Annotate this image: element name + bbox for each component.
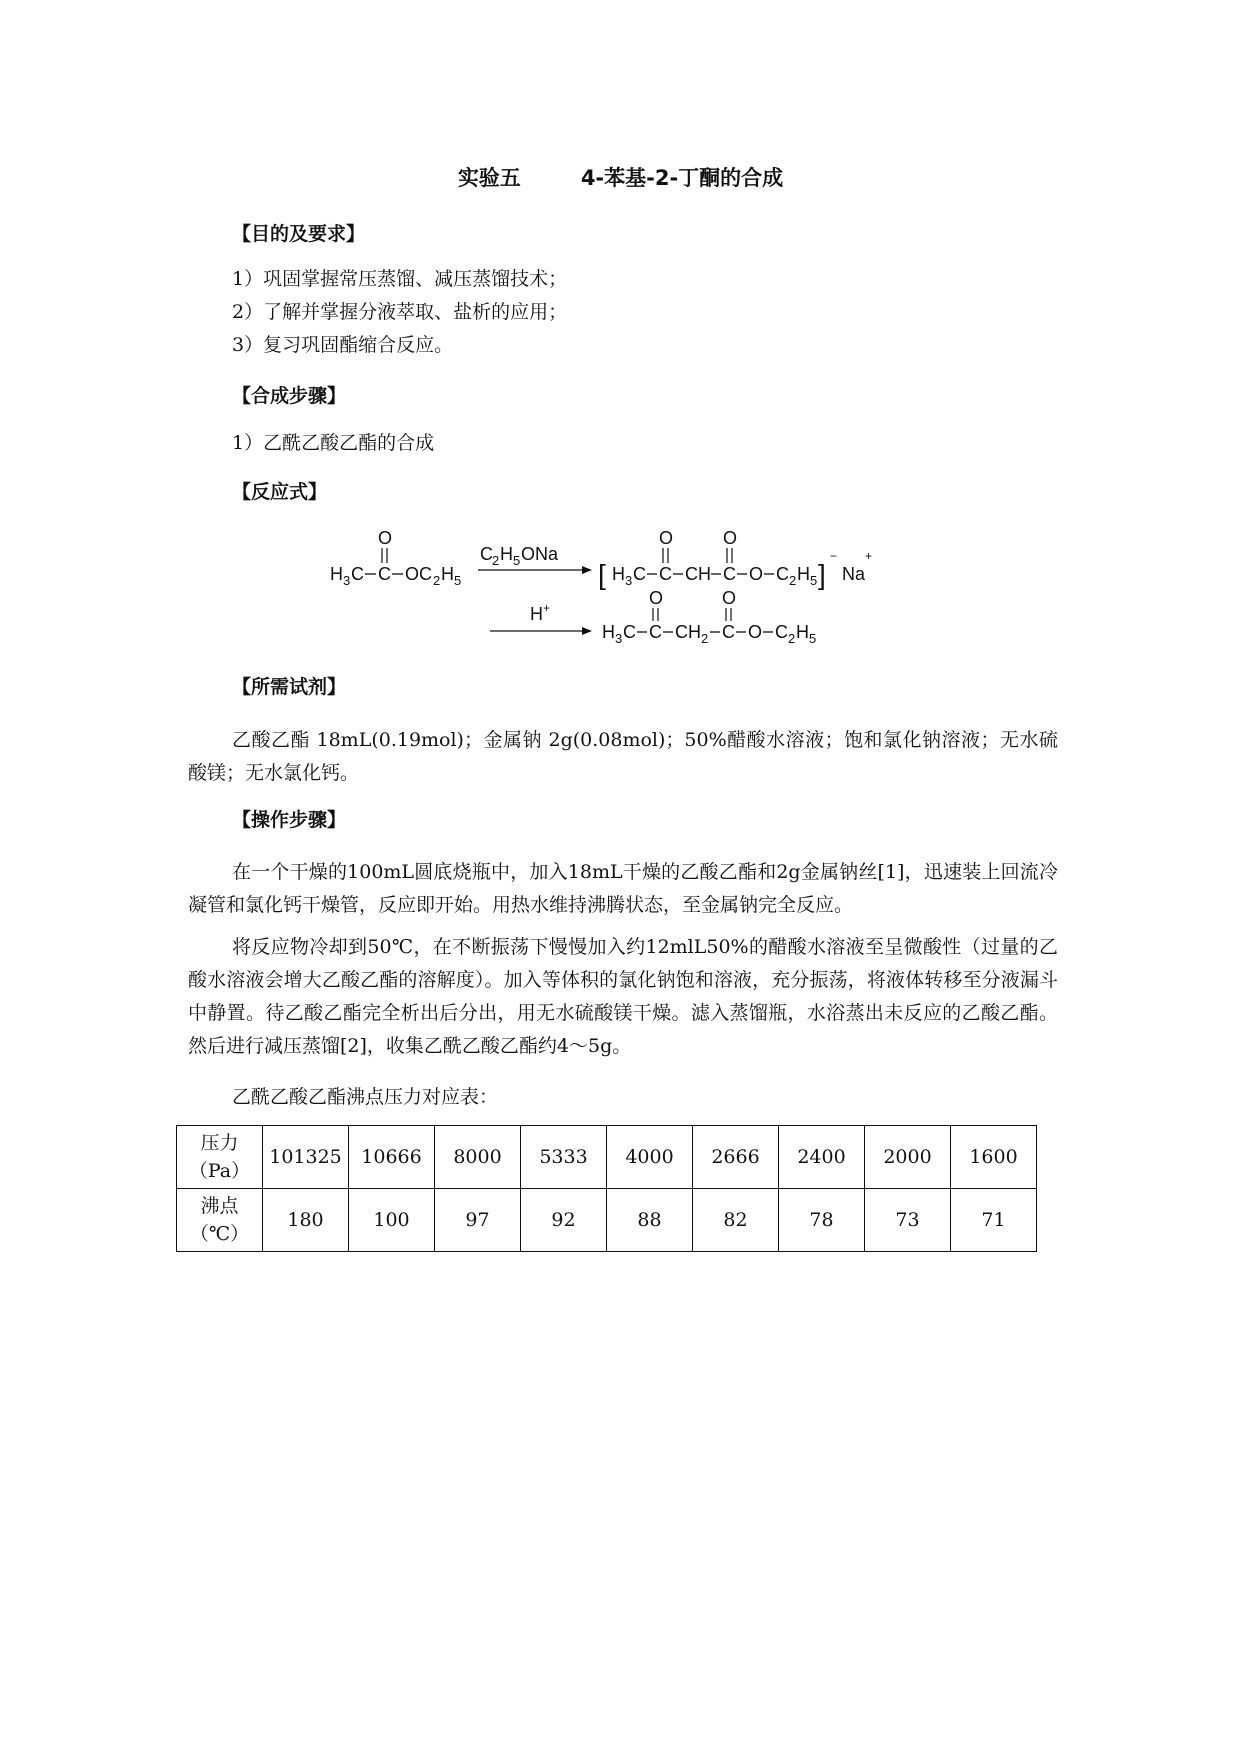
svg-text:O: O <box>748 622 763 642</box>
svg-text:H: H <box>330 564 343 584</box>
pressure-cell: 4000 <box>607 1126 693 1189</box>
svg-text:3: 3 <box>343 573 351 588</box>
intermediate-enolate <box>598 530 872 590</box>
svg-text:5: 5 <box>513 553 521 568</box>
boiling-point-cell: 97 <box>435 1189 521 1252</box>
section-procedure: 【操作步骤】 <box>232 809 347 831</box>
table-caption: 乙酰乙酸乙酯沸点压力对应表： <box>232 1086 499 1108</box>
svg-text:O: O <box>649 588 664 608</box>
svg-text:5: 5 <box>809 631 817 646</box>
svg-text:C: C <box>623 622 636 642</box>
arrow-sodium-ethoxide <box>478 544 592 574</box>
svg-text:C: C <box>723 564 736 584</box>
procedure-paragraph-1: 在一个干燥的100mL圆底烧瓶中，加入18mL干燥的乙酸乙酯和2g金属钠丝[1]，迅速装上回流冷凝管和氯化钙干燥管，反应即开始。用热水维持沸腾状态，至金属钠完全反应。 <box>188 861 1058 916</box>
boiling-point-cell: 100 <box>349 1189 435 1252</box>
svg-text:C: C <box>633 564 646 584</box>
reagents-text: 乙酸乙酯 18mL(0.19mol)；金属钠 2g(0.08mol)；50%醋酸水溶液；饱和氯化钠溶液；无水硫酸镁；无水氯化钙。 <box>188 729 1058 784</box>
reaction-scheme <box>320 530 920 650</box>
pressure-cell: 101325 <box>263 1126 349 1189</box>
title-topic: 4-苯基-2-丁酮的合成 <box>580 166 784 190</box>
section-reagents: 【所需试剂】 <box>232 676 347 698</box>
section-reaction: 【反应式】 <box>232 481 328 503</box>
section-objectives: 【目的及要求】 <box>232 223 366 245</box>
svg-text:−: − <box>830 549 838 563</box>
svg-text:CH: CH <box>675 622 701 642</box>
svg-text:]: ] <box>818 559 826 590</box>
boiling-point-table <box>176 1125 1037 1252</box>
pressure-label: 压力 （Pa） <box>177 1126 263 1189</box>
svg-text:H: H <box>530 604 543 624</box>
svg-text:5: 5 <box>810 573 818 588</box>
svg-text:O: O <box>723 530 738 548</box>
svg-text:3: 3 <box>625 573 633 588</box>
section-synthesis-steps: 【合成步骤】 <box>232 385 347 407</box>
svg-text:2: 2 <box>789 573 797 588</box>
reactant-ethyl-acetate <box>330 530 461 588</box>
boiling-point-cell: 78 <box>779 1189 865 1252</box>
svg-text:C: C <box>351 564 364 584</box>
boiling-point-cell: 82 <box>693 1189 779 1252</box>
objective-item: 1）巩固掌握常压蒸馏、减压蒸馏技术； <box>232 268 568 290</box>
svg-text:C: C <box>378 564 391 584</box>
svg-text:2: 2 <box>788 631 796 646</box>
arrow-acid <box>490 601 592 635</box>
pressure-cell: 1600 <box>951 1126 1037 1189</box>
svg-text:C: C <box>775 622 788 642</box>
table-row-pressure <box>177 1126 1037 1189</box>
svg-text:O: O <box>378 530 393 548</box>
svg-text:H: H <box>602 622 615 642</box>
svg-text:CH: CH <box>685 564 711 584</box>
svg-text:3: 3 <box>615 631 623 646</box>
svg-text:C: C <box>480 544 493 564</box>
boiling-point-cell: 92 <box>521 1189 607 1252</box>
boiling-point-cell: 180 <box>263 1189 349 1252</box>
svg-text:+: + <box>865 549 873 563</box>
product-ethyl-acetoacetate <box>602 588 816 646</box>
svg-text:H: H <box>612 564 625 584</box>
pressure-cell: 5333 <box>521 1126 607 1189</box>
svg-text:O: O <box>749 564 764 584</box>
boiling-point-cell: 73 <box>865 1189 951 1252</box>
objective-item: 3）复习巩固酯缩合反应。 <box>232 334 454 356</box>
svg-text:H: H <box>797 564 810 584</box>
objective-item: 2）了解并掌握分液萃取、盐析的应用； <box>232 301 568 323</box>
reaction-text-summary <box>0 0 1 1</box>
svg-text:C: C <box>722 622 735 642</box>
svg-text:2: 2 <box>492 553 500 568</box>
svg-text:[: [ <box>598 559 606 590</box>
svg-text:C: C <box>776 564 789 584</box>
svg-text:Na: Na <box>842 564 866 584</box>
pressure-cell: 2400 <box>779 1126 865 1189</box>
page-title <box>0 162 1241 192</box>
svg-text:2: 2 <box>433 573 441 588</box>
svg-text:OC: OC <box>405 564 432 584</box>
boiling-point-cell: 88 <box>607 1189 693 1252</box>
svg-text:C: C <box>659 564 672 584</box>
svg-text:5: 5 <box>454 573 462 588</box>
svg-text:C: C <box>649 622 662 642</box>
pressure-cell: 2000 <box>865 1126 951 1189</box>
svg-text:H: H <box>796 622 809 642</box>
procedure-paragraph-2: 将反应物冷却到50℃，在不断振荡下慢慢加入约12mlL50%的醋酸水溶液至呈微酸性（过量的乙酸水溶液会增大乙酸乙酯的溶解度）。加入等体积的氯化钠饱和溶液，充分振荡，将液体转移至分液漏斗中静置。待乙酸乙酯完全析出后分出，用无水硫酸镁干燥。滤入蒸馏瓶，水浴蒸出未反应的乙酸乙酯。然后进行减压蒸馏[2]，收集乙酰乙酸乙酯约4～5g。 <box>188 936 1058 1057</box>
pressure-cell: 10666 <box>349 1126 435 1189</box>
svg-text:O: O <box>659 530 674 548</box>
svg-text:+: + <box>543 601 551 615</box>
svg-text:ONa: ONa <box>521 544 559 564</box>
svg-text:O: O <box>722 588 737 608</box>
svg-text:H: H <box>441 564 454 584</box>
svg-text:2: 2 <box>701 631 709 646</box>
table-row-boiling-point <box>177 1189 1037 1252</box>
boiling-point-label: 沸点 （℃） <box>177 1189 263 1252</box>
step-item: 1）乙酰乙酸乙酯的合成 <box>232 432 435 454</box>
svg-text:H: H <box>500 544 513 564</box>
pressure-cell: 8000 <box>435 1126 521 1189</box>
title-experiment: 实验五 <box>457 166 521 190</box>
pressure-cell: 2666 <box>693 1126 779 1189</box>
boiling-point-cell: 71 <box>951 1189 1037 1252</box>
